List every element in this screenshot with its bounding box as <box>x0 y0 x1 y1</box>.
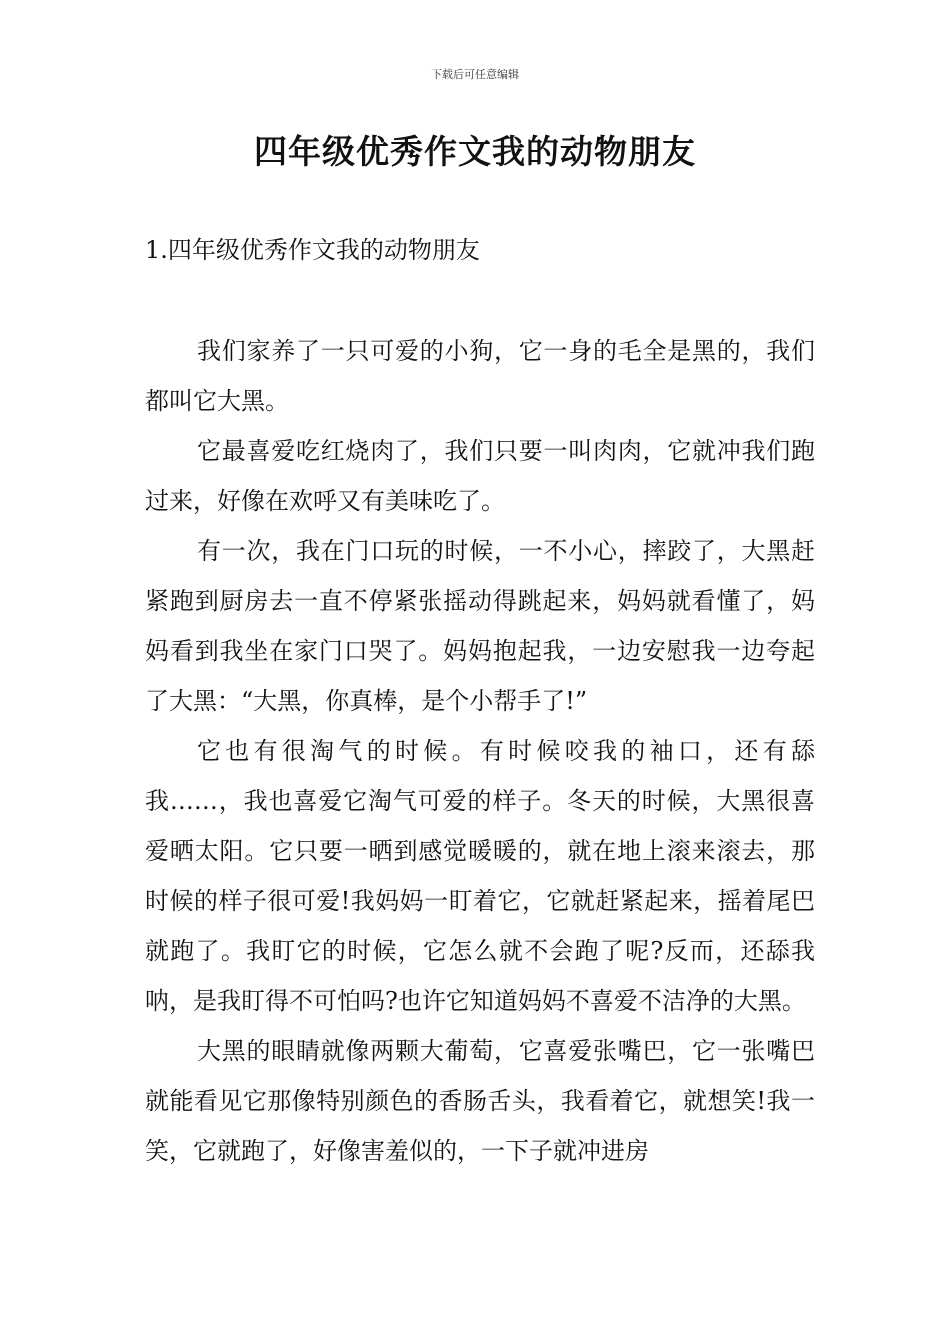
paragraph-1: 我们家养了一只可爱的小狗，它一身的毛全是黑的，我们都叫它大黑。 <box>145 337 815 415</box>
paragraph-5: 大黑的眼睛就像两颗大葡萄，它喜爱张嘴巴，它一张嘴巴就能看见它那像特别颜色的香肠舌头，我看着它，就想笑!我一笑，它就跑了，好像害羞似的，一下子就冲进房 <box>145 1037 815 1165</box>
paragraph-2: 它最喜爱吃红烧肉了，我们只要一叫肉肉，它就冲我们跑过来，好像在欢呼又有美味吃了。 <box>145 437 815 515</box>
header-note: 下载后可任意编辑 <box>431 68 519 81</box>
section-heading: 1.四年级优秀作文我的动物朋友 <box>145 236 480 264</box>
paragraph-3: 有一次，我在门口玩的时候，一不小心，摔跤了，大黑赶紧跑到厨房去一直不停紧张摇动得跳起来，妈妈就看懂了，妈妈看到我坐在家门口哭了。妈妈抱起我，一边安慰我一边夸起了大黑：“大黑，你真棒，是个小帮手了!” <box>145 537 815 715</box>
document-title: 四年级优秀作文我的动物朋友 <box>254 132 696 171</box>
essay-body <box>145 326 815 1176</box>
paragraph-4: 它也有很淘气的时候。有时候咬我的袖口，还有舔我……，我也喜爱它淘气可爱的样子。冬天的时候，大黑很喜爱晒太阳。它只要一晒到感觉暖暖的，就在地上滚来滚去，那时候的样子很可爱!我妈妈一盯着它，它就赶紧起来，摇着尾巴就跑了。我盯它的时候，它怎么就不会跑了呢?反而，还舔我呐，是我盯得不可怕吗?也许它知道妈妈不喜爱不洁净的大黑。 <box>145 737 815 1015</box>
